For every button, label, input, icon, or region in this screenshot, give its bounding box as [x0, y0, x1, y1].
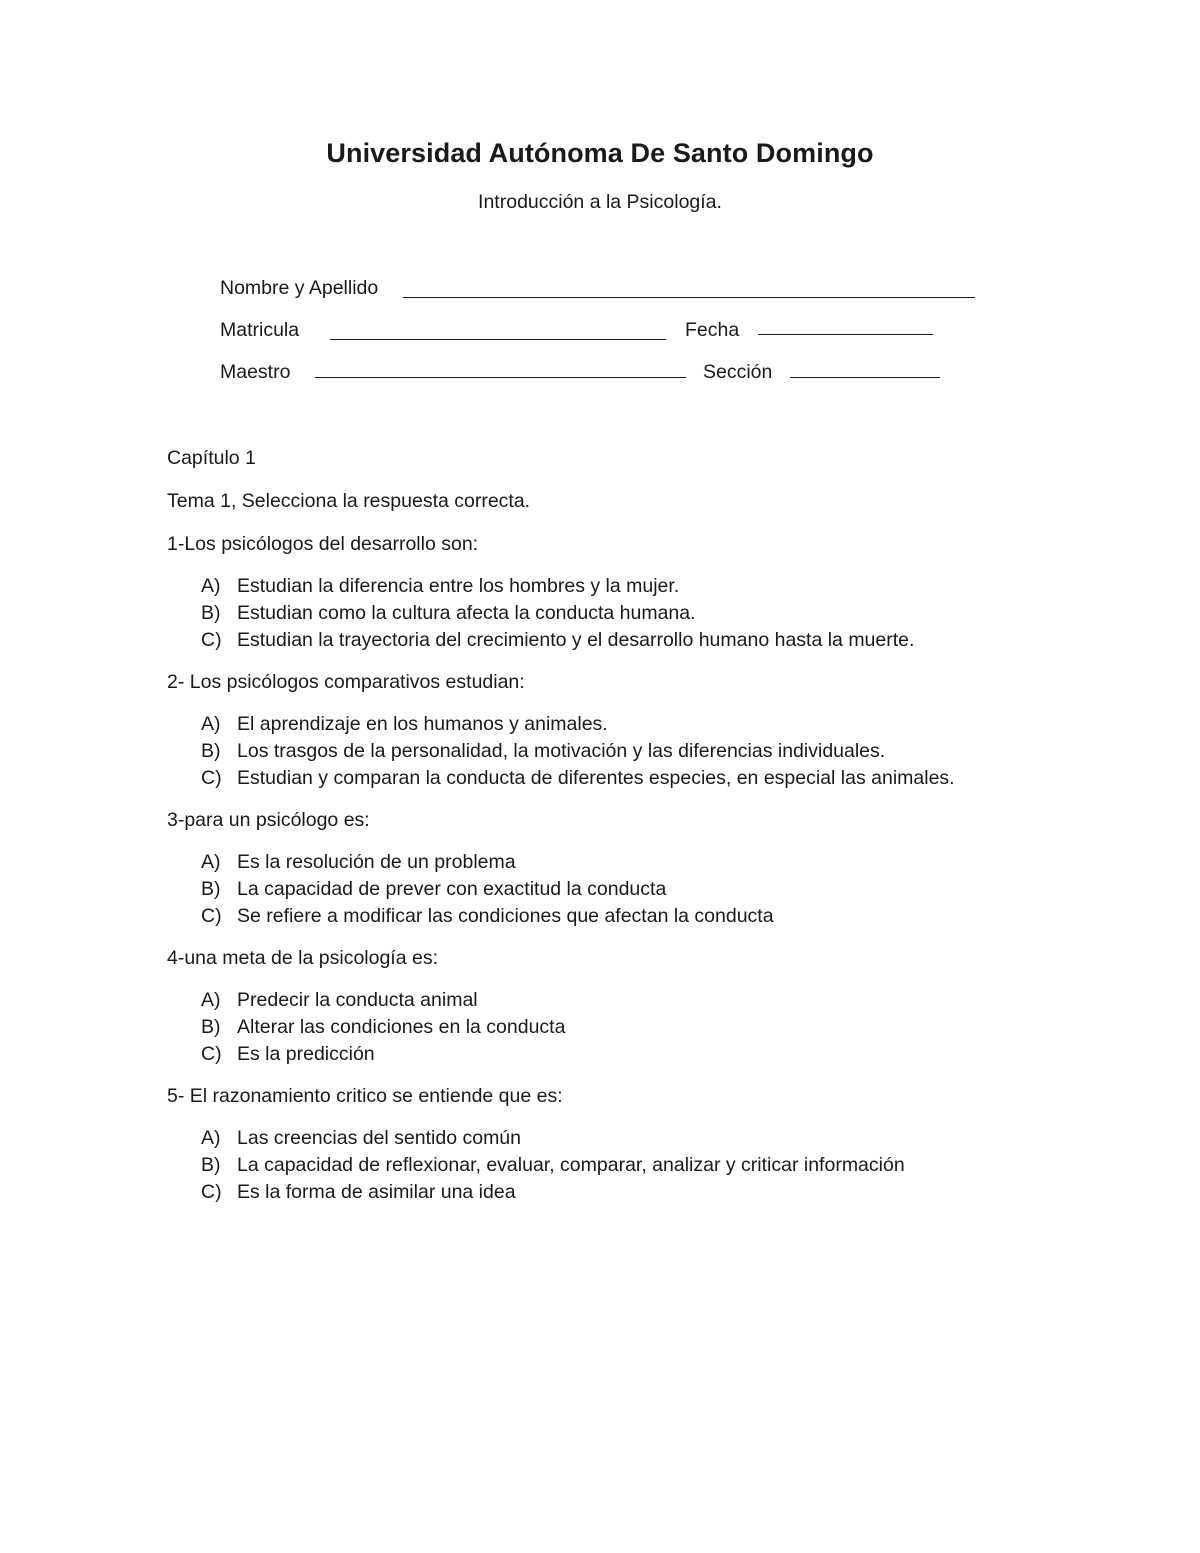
- fecha-line: [758, 334, 933, 335]
- option-letter: B): [201, 740, 221, 762]
- option-letter: B): [201, 602, 221, 624]
- option-text: Es la predicción: [237, 1043, 375, 1065]
- option-text: Los trasgos de la personalidad, la motivación y las diferencias individuales.: [237, 740, 886, 762]
- option-text: Estudian y comparan la conducta de diferentes especies, en especial las animales.: [237, 767, 955, 789]
- question-4-prompt: 4-una meta de la psicología es:: [167, 947, 439, 969]
- matricula-line: [330, 339, 666, 340]
- seccion-line: [790, 377, 940, 378]
- option-letter: C): [201, 767, 222, 789]
- maestro-label: Maestro: [220, 361, 291, 383]
- option-text: El aprendizaje en los humanos y animales.: [237, 713, 608, 735]
- fecha-label: Fecha: [685, 319, 740, 341]
- matricula-label: Matricula: [220, 319, 300, 341]
- seccion-label: Sección: [703, 361, 773, 383]
- option-letter: A): [201, 713, 221, 735]
- option-text: Estudian la diferencia entre los hombres y la mujer.: [237, 575, 680, 597]
- option-letter: A): [201, 575, 221, 597]
- option-text: Estudian la trayectoria del crecimiento y el desarrollo humano hasta la muerte.: [237, 629, 915, 651]
- option-text: Las creencias del sentido común: [237, 1127, 521, 1149]
- question-5-prompt: 5- El razonamiento critico se entiende que es:: [167, 1085, 563, 1107]
- university-title: Universidad Autónoma De Santo Domingo: [326, 138, 874, 168]
- option-letter: C): [201, 629, 222, 651]
- option-letter: C): [201, 1043, 222, 1065]
- chapter-heading: Capítulo 1: [167, 447, 256, 469]
- option-text: Se refiere a modificar las condiciones que afectan la conducta: [237, 905, 774, 927]
- option-letter: C): [201, 1181, 222, 1203]
- option-letter: A): [201, 989, 221, 1011]
- maestro-line: [315, 377, 686, 378]
- option-text: Predecir la conducta animal: [237, 989, 478, 1011]
- option-letter: C): [201, 905, 222, 927]
- question-1-prompt: 1-Los psicólogos del desarrollo son:: [167, 533, 479, 555]
- option-text: Es la resolución de un problema: [237, 851, 516, 873]
- option-text: Estudian como la cultura afecta la conducta humana.: [237, 602, 696, 624]
- instruction-text: Tema 1, Selecciona la respuesta correcta.: [167, 490, 531, 512]
- course-subtitle: Introducción a la Psicología.: [478, 191, 722, 213]
- name-label: Nombre y Apellido: [220, 277, 379, 299]
- option-text: La capacidad de reflexionar, evaluar, comparar, analizar y criticar información: [237, 1154, 905, 1176]
- question-3-prompt: 3-para un psicólogo es:: [167, 809, 370, 831]
- option-letter: B): [201, 878, 221, 900]
- option-text: La capacidad de prever con exactitud la conducta: [237, 878, 667, 900]
- option-text: Alterar las condiciones en la conducta: [237, 1016, 566, 1038]
- option-letter: B): [201, 1154, 221, 1176]
- name-line: [403, 297, 975, 298]
- question-2-prompt: 2- Los psicólogos comparativos estudian:: [167, 671, 525, 693]
- option-text: Es la forma de asimilar una idea: [237, 1181, 516, 1203]
- option-letter: B): [201, 1016, 221, 1038]
- option-letter: A): [201, 1127, 221, 1149]
- option-letter: A): [201, 851, 221, 873]
